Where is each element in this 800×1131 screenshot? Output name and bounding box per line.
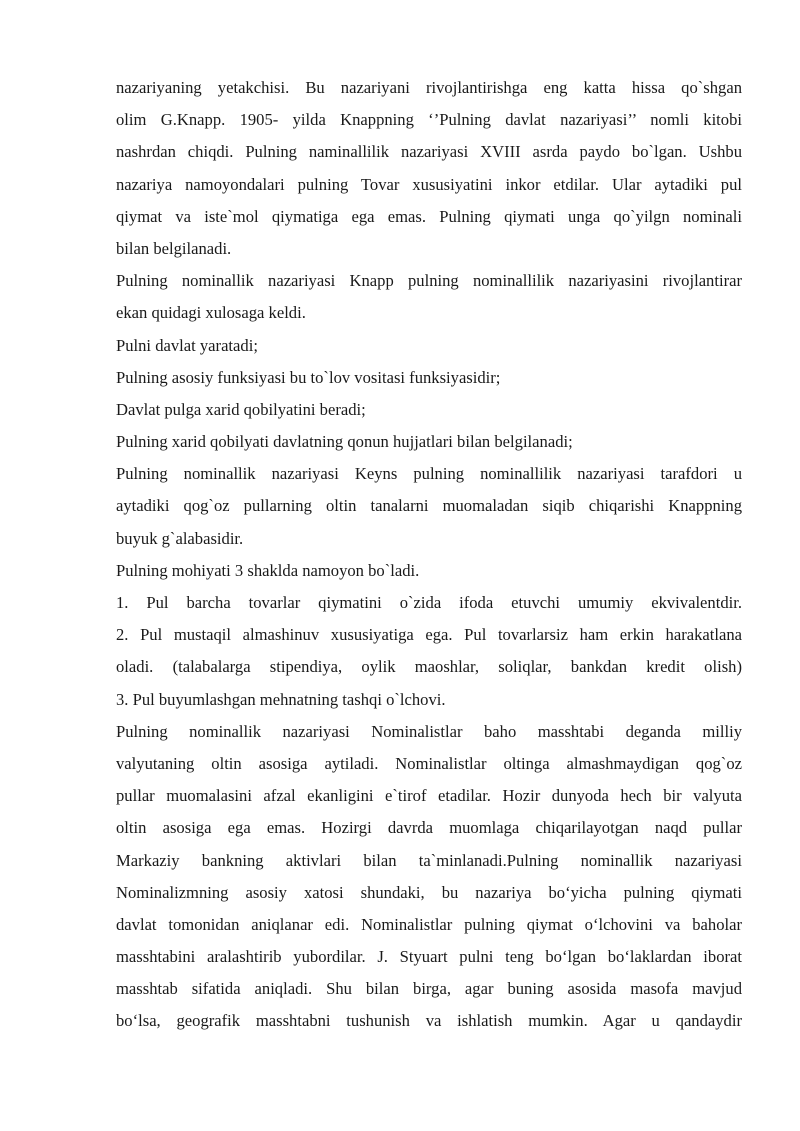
text-line: Pulning xarid qobilyati davlatning qonun hujjatlari bilan belgilanadi; bbox=[116, 432, 573, 452]
text-line: davlat tomonidan aniqlanar edi. Nominalistlar pulning qiymat o‘lchovini va baholar bbox=[116, 914, 742, 934]
text-line: 1. Pul barcha tovarlar qiymatini o`zida ifoda etuvchi umumiy ekvivalentdir. bbox=[116, 593, 742, 612]
text-line: aytadiki qog`oz pullarning oltin tanalarni muomaladan siqib chiqarishi Knappning bbox=[116, 496, 742, 516]
text-line: olim G.Knapp. 1905- yilda Knappning ‘’Pulning davlat nazariyasi’’ nomli kitobi bbox=[116, 110, 742, 130]
text-line: Pulning nominallik nazariyasi Nominalistlar baho masshtabi deganda milliy bbox=[116, 721, 742, 741]
text-line: oltin asosiga ega emas. Hozirgi davrda muomlaga chiqarilayotgan naqd pullar bbox=[116, 818, 742, 838]
text-line: Pulni davlat yaratadi; bbox=[116, 335, 258, 355]
text-line: bo‘lsa, geografik masshtabni tushunish va ishlatish mumkin. Agar u qandaydir bbox=[116, 1011, 742, 1031]
text-line: buyuk g`alabasidir. bbox=[116, 528, 244, 548]
text-line: nazariya namoyondalari pulning Tovar xususiyatini inkor etdilar. Ular aytadiki pul bbox=[116, 174, 742, 194]
text-line: Pulning asosiy funksiyasi bu to`lov vositasi funksiyasidir; bbox=[116, 367, 501, 387]
text-line: Davlat pulga xarid qobilyatini beradi; bbox=[116, 399, 366, 419]
text-line: oladi. (talabalarga stipendiya, oylik maoshlar, soliqlar, bankdan kredit olish) bbox=[116, 657, 742, 677]
text-line: masshtab sifatida aniqladi. Shu bilan birga, agar buning asosida masofa mavjud bbox=[116, 979, 742, 999]
text-line: Pulning nominallik nazariyasi Knapp pulning nominallilik nazariyasini rivojlantirar bbox=[116, 271, 742, 291]
text-line: ekan quidagi xulosaga keldi. bbox=[116, 303, 306, 323]
text-line: 3. Pul buyumlashgan mehnatning tashqi o`lchovi. bbox=[116, 689, 446, 709]
text-line: Markaziy bankning aktivlari bilan ta`minlanadi.Pulning nominallik nazariyasi bbox=[116, 850, 742, 870]
text-line: qiymat va iste`mol qiymatiga ega emas. Pulning qiymati unga qo`yilgn nominali bbox=[116, 206, 742, 226]
text-line: valyutaning oltin asosiga aytiladi. Nominalistlar oltinga almashmaydigan qog`oz bbox=[116, 753, 742, 773]
text-line: masshtabini aralashtirib yubordilar. J. Styuart pulni teng bo‘lgan bo‘laklardan iborat bbox=[116, 947, 742, 967]
text-line: bilan belgilanadi. bbox=[116, 238, 232, 258]
text-line: Pulning nominallik nazariyasi Keyns pulning nominallilik nazariyasi tarafdori u bbox=[116, 464, 742, 484]
text-line: nazariyaning yetakchisi. Bu nazariyani rivojlantirishga eng katta hissa qo`shgan bbox=[116, 78, 742, 97]
text-line: Pulning mohiyati 3 shaklda namoyon bo`ladi. bbox=[116, 560, 420, 580]
text-line: 2. Pul mustaqil almashinuv xususiyatiga ega. Pul tovarlarsiz ham erkin harakatlana bbox=[116, 625, 742, 645]
text-line: pullar muomalasini afzal ekanligini e`tirof etadilar. Hozir dunyoda hech bir valyuta bbox=[116, 786, 742, 806]
document-page bbox=[116, 72, 742, 1038]
text-line: nashrdan chiqdi. Pulning naminallilik nazariyasi XVIII asrda paydo bo`lgan. Ushbu bbox=[116, 142, 742, 162]
text-line: Nominalizmning asosiy xatosi shundaki, bu nazariya bo‘yicha pulning qiymati bbox=[116, 882, 742, 902]
